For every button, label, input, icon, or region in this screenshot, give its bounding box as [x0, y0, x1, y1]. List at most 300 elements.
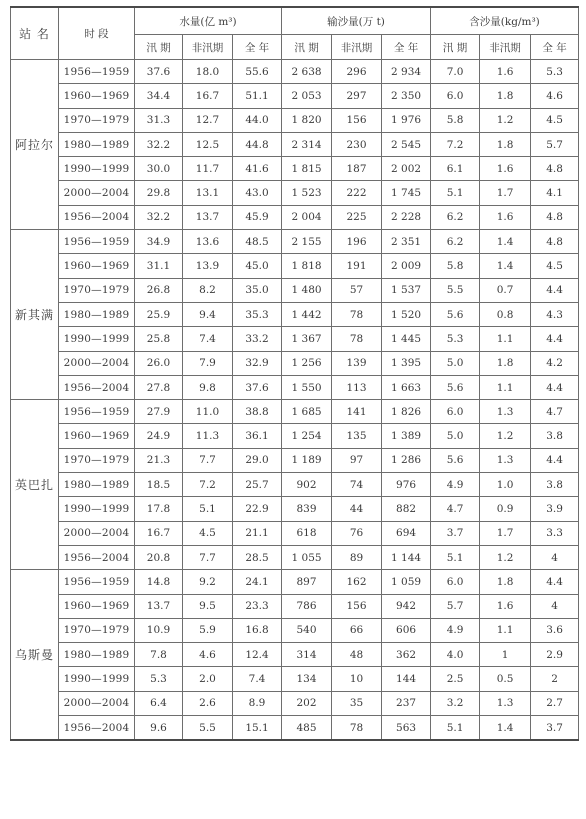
value-cell: 2 053 — [282, 84, 332, 108]
value-cell: 1 — [480, 643, 531, 667]
value-cell: 15.1 — [233, 716, 282, 741]
sediment-header: 输沙量(万 t) — [282, 7, 431, 35]
value-cell: 5.1 — [431, 181, 480, 205]
value-cell: 10.9 — [135, 618, 183, 642]
value-cell: 1.6 — [480, 60, 531, 84]
value-cell: 22.9 — [233, 497, 282, 521]
table-row — [11, 108, 579, 132]
period-cell: 1990—1999 — [59, 157, 135, 181]
value-cell: 230 — [332, 132, 382, 156]
period-cell: 1956—1959 — [59, 400, 135, 424]
value-cell: 18.5 — [135, 473, 183, 497]
table-row — [11, 157, 579, 181]
value-cell: 1.7 — [480, 181, 531, 205]
value-cell: 4.4 — [531, 570, 579, 594]
value-cell: 141 — [332, 400, 382, 424]
value-cell: 76 — [332, 521, 382, 545]
period-cell: 1956—2004 — [59, 205, 135, 229]
period-cell: 1956—1959 — [59, 230, 135, 254]
period-cell: 1956—2004 — [59, 375, 135, 399]
table-container — [10, 6, 578, 741]
value-cell: 2 934 — [382, 60, 431, 84]
value-cell: 113 — [332, 375, 382, 399]
value-cell: 135 — [332, 424, 382, 448]
value-cell: 5.7 — [431, 594, 480, 618]
value-cell: 0.8 — [480, 302, 531, 326]
value-cell: 5.1 — [431, 716, 480, 741]
value-cell: 44.0 — [233, 108, 282, 132]
value-cell: 20.8 — [135, 545, 183, 569]
table-row — [11, 424, 579, 448]
table-body — [11, 60, 579, 741]
value-cell: 222 — [332, 181, 382, 205]
period-cell: 2000—2004 — [59, 691, 135, 715]
value-cell: 1.8 — [480, 132, 531, 156]
value-cell: 10 — [332, 667, 382, 691]
value-cell: 4.5 — [183, 521, 233, 545]
value-cell: 34.4 — [135, 84, 183, 108]
value-cell: 162 — [332, 570, 382, 594]
value-cell: 13.7 — [135, 594, 183, 618]
value-cell: 44 — [332, 497, 382, 521]
value-cell: 5.5 — [431, 278, 480, 302]
value-cell: 2.7 — [531, 691, 579, 715]
value-cell: 29.0 — [233, 448, 282, 472]
value-cell: 17.8 — [135, 497, 183, 521]
value-cell: 6.4 — [135, 691, 183, 715]
value-cell: 5.3 — [135, 667, 183, 691]
value-cell: 74 — [332, 473, 382, 497]
value-cell: 5.0 — [431, 424, 480, 448]
table-row — [11, 375, 579, 399]
value-cell: 4.9 — [431, 618, 480, 642]
value-cell: 21.1 — [233, 521, 282, 545]
table-row — [11, 302, 579, 326]
value-cell: 1.4 — [480, 230, 531, 254]
period-cell: 1980—1989 — [59, 132, 135, 156]
value-cell: 44.8 — [233, 132, 282, 156]
table-row — [11, 473, 579, 497]
value-cell: 1.8 — [480, 570, 531, 594]
value-cell: 13.9 — [183, 254, 233, 278]
table-row — [11, 327, 579, 351]
table-row — [11, 254, 579, 278]
value-cell: 6.1 — [431, 157, 480, 181]
period-cell: 2000—2004 — [59, 521, 135, 545]
station-name: 英巴扎 — [11, 400, 59, 570]
value-cell: 1 550 — [282, 375, 332, 399]
value-cell: 1 389 — [382, 424, 431, 448]
value-cell: 24.1 — [233, 570, 282, 594]
value-cell: 11.3 — [183, 424, 233, 448]
period-cell: 1980—1989 — [59, 643, 135, 667]
value-cell: 3.6 — [531, 618, 579, 642]
period-cell: 1980—1989 — [59, 302, 135, 326]
value-cell: 2 004 — [282, 205, 332, 229]
value-cell: 97 — [332, 448, 382, 472]
value-cell: 35.0 — [233, 278, 282, 302]
value-cell: 7.2 — [431, 132, 480, 156]
value-cell: 7.7 — [183, 448, 233, 472]
value-cell: 902 — [282, 473, 332, 497]
subheader-cell: 全 年 — [531, 35, 579, 60]
value-cell: 897 — [282, 570, 332, 594]
table-row — [11, 278, 579, 302]
value-cell: 4.1 — [531, 181, 579, 205]
value-cell: 0.5 — [480, 667, 531, 691]
table-row — [11, 448, 579, 472]
value-cell: 30.0 — [135, 157, 183, 181]
value-cell: 4.4 — [531, 375, 579, 399]
table-row — [11, 84, 579, 108]
value-cell: 1 286 — [382, 448, 431, 472]
value-cell: 27.8 — [135, 375, 183, 399]
value-cell: 24.9 — [135, 424, 183, 448]
table-header — [11, 7, 579, 60]
value-cell: 1.2 — [480, 108, 531, 132]
value-cell: 1 976 — [382, 108, 431, 132]
value-cell: 89 — [332, 545, 382, 569]
period-cell: 1956—1959 — [59, 570, 135, 594]
period-cell: 1970—1979 — [59, 108, 135, 132]
value-cell: 1 480 — [282, 278, 332, 302]
table-row — [11, 60, 579, 84]
value-cell: 2 351 — [382, 230, 431, 254]
value-cell: 134 — [282, 667, 332, 691]
value-cell: 314 — [282, 643, 332, 667]
value-cell: 21.3 — [135, 448, 183, 472]
value-cell: 36.1 — [233, 424, 282, 448]
subheader-cell: 全 年 — [382, 35, 431, 60]
subheader-cell: 全 年 — [233, 35, 282, 60]
value-cell: 8.2 — [183, 278, 233, 302]
value-cell: 48.5 — [233, 230, 282, 254]
value-cell: 485 — [282, 716, 332, 741]
value-cell: 26.8 — [135, 278, 183, 302]
table-row — [11, 691, 579, 715]
value-cell: 7.9 — [183, 351, 233, 375]
value-cell: 32.2 — [135, 132, 183, 156]
value-cell: 38.8 — [233, 400, 282, 424]
value-cell: 1 663 — [382, 375, 431, 399]
value-cell: 7.0 — [431, 60, 480, 84]
value-cell: 5.0 — [431, 351, 480, 375]
value-cell: 0.9 — [480, 497, 531, 521]
subheader-cell: 非汛期 — [183, 35, 233, 60]
value-cell: 1.2 — [480, 545, 531, 569]
value-cell: 1 520 — [382, 302, 431, 326]
period-cell: 1960—1969 — [59, 594, 135, 618]
value-cell: 839 — [282, 497, 332, 521]
value-cell: 35.3 — [233, 302, 282, 326]
value-cell: 187 — [332, 157, 382, 181]
value-cell: 1 815 — [282, 157, 332, 181]
value-cell: 2.5 — [431, 667, 480, 691]
value-cell: 1.6 — [480, 594, 531, 618]
value-cell: 2.9 — [531, 643, 579, 667]
value-cell: 9.8 — [183, 375, 233, 399]
value-cell: 6.2 — [431, 230, 480, 254]
value-cell: 13.1 — [183, 181, 233, 205]
value-cell: 4.0 — [431, 643, 480, 667]
value-cell: 2 002 — [382, 157, 431, 181]
table-row — [11, 667, 579, 691]
value-cell: 31.1 — [135, 254, 183, 278]
value-cell: 78 — [332, 302, 382, 326]
value-cell: 1.2 — [480, 424, 531, 448]
value-cell: 4.9 — [431, 473, 480, 497]
period-cell: 1960—1969 — [59, 84, 135, 108]
value-cell: 45.9 — [233, 205, 282, 229]
value-cell: 5.8 — [431, 108, 480, 132]
value-cell: 202 — [282, 691, 332, 715]
period-cell: 1990—1999 — [59, 497, 135, 521]
table-row — [11, 618, 579, 642]
value-cell: 5.8 — [431, 254, 480, 278]
period-cell: 1970—1979 — [59, 448, 135, 472]
value-cell: 4.8 — [531, 230, 579, 254]
value-cell: 1 442 — [282, 302, 332, 326]
table-row — [11, 545, 579, 569]
value-cell: 18.0 — [183, 60, 233, 84]
period-cell: 1956—1959 — [59, 60, 135, 84]
value-cell: 5.6 — [431, 448, 480, 472]
value-cell: 1.1 — [480, 618, 531, 642]
period-cell: 2000—2004 — [59, 351, 135, 375]
value-cell: 3.8 — [531, 473, 579, 497]
value-cell: 225 — [332, 205, 382, 229]
value-cell: 35 — [332, 691, 382, 715]
value-cell: 3.7 — [431, 521, 480, 545]
value-cell: 4.6 — [531, 84, 579, 108]
value-cell: 1.1 — [480, 327, 531, 351]
value-cell: 1 395 — [382, 351, 431, 375]
value-cell: 5.6 — [431, 375, 480, 399]
value-cell: 1 523 — [282, 181, 332, 205]
period-cell: 1970—1979 — [59, 278, 135, 302]
period-cell: 1980—1989 — [59, 473, 135, 497]
value-cell: 191 — [332, 254, 382, 278]
period-header: 时 段 — [59, 7, 135, 60]
value-cell: 156 — [332, 108, 382, 132]
value-cell: 45.0 — [233, 254, 282, 278]
value-cell: 882 — [382, 497, 431, 521]
value-cell: 9.4 — [183, 302, 233, 326]
value-cell: 14.8 — [135, 570, 183, 594]
value-cell: 16.7 — [135, 521, 183, 545]
value-cell: 540 — [282, 618, 332, 642]
value-cell: 1.4 — [480, 254, 531, 278]
value-cell: 1 745 — [382, 181, 431, 205]
value-cell: 1.3 — [480, 691, 531, 715]
value-cell: 11.0 — [183, 400, 233, 424]
subheader-cell: 汛 期 — [135, 35, 183, 60]
value-cell: 9.6 — [135, 716, 183, 741]
value-cell: 66 — [332, 618, 382, 642]
value-cell: 32.2 — [135, 205, 183, 229]
value-cell: 13.6 — [183, 230, 233, 254]
value-cell: 5.1 — [183, 497, 233, 521]
value-cell: 3.2 — [431, 691, 480, 715]
value-cell: 5.5 — [183, 716, 233, 741]
value-cell: 4.7 — [431, 497, 480, 521]
value-cell: 618 — [282, 521, 332, 545]
subheader-cell: 非汛期 — [332, 35, 382, 60]
value-cell: 12.4 — [233, 643, 282, 667]
station-name: 乌斯曼 — [11, 570, 59, 741]
water-header: 水量(亿 m³) — [135, 7, 282, 35]
value-cell: 297 — [332, 84, 382, 108]
value-cell: 27.9 — [135, 400, 183, 424]
value-cell: 78 — [332, 716, 382, 741]
value-cell: 1.8 — [480, 351, 531, 375]
value-cell: 1.0 — [480, 473, 531, 497]
value-cell: 2 009 — [382, 254, 431, 278]
value-cell: 3.3 — [531, 521, 579, 545]
table-row — [11, 497, 579, 521]
value-cell: 31.3 — [135, 108, 183, 132]
value-cell: 43.0 — [233, 181, 282, 205]
value-cell: 2 — [531, 667, 579, 691]
table-row — [11, 521, 579, 545]
value-cell: 1 445 — [382, 327, 431, 351]
value-cell: 2.6 — [183, 691, 233, 715]
value-cell: 2 155 — [282, 230, 332, 254]
value-cell: 1.6 — [480, 157, 531, 181]
value-cell: 3.9 — [531, 497, 579, 521]
value-cell: 7.8 — [135, 643, 183, 667]
period-cell: 1960—1969 — [59, 424, 135, 448]
value-cell: 4.5 — [531, 108, 579, 132]
value-cell: 1.3 — [480, 448, 531, 472]
value-cell: 12.5 — [183, 132, 233, 156]
value-cell: 37.6 — [135, 60, 183, 84]
value-cell: 7.7 — [183, 545, 233, 569]
value-cell: 5.9 — [183, 618, 233, 642]
value-cell: 57 — [332, 278, 382, 302]
value-cell: 5.6 — [431, 302, 480, 326]
value-cell: 1.7 — [480, 521, 531, 545]
value-cell: 7.4 — [183, 327, 233, 351]
value-cell: 28.5 — [233, 545, 282, 569]
value-cell: 139 — [332, 351, 382, 375]
value-cell: 4.4 — [531, 448, 579, 472]
subheader-cell: 汛 期 — [282, 35, 332, 60]
value-cell: 6.0 — [431, 400, 480, 424]
station-name: 新其满 — [11, 230, 59, 400]
value-cell: 606 — [382, 618, 431, 642]
concentration-header: 含沙量(kg/m³) — [431, 7, 579, 35]
value-cell: 4 — [531, 545, 579, 569]
value-cell: 37.6 — [233, 375, 282, 399]
value-cell: 4.7 — [531, 400, 579, 424]
value-cell: 4.4 — [531, 327, 579, 351]
value-cell: 1 189 — [282, 448, 332, 472]
value-cell: 942 — [382, 594, 431, 618]
value-cell: 4.2 — [531, 351, 579, 375]
value-cell: 4.3 — [531, 302, 579, 326]
value-cell: 25.9 — [135, 302, 183, 326]
value-cell: 0.7 — [480, 278, 531, 302]
value-cell: 32.9 — [233, 351, 282, 375]
value-cell: 51.1 — [233, 84, 282, 108]
value-cell: 11.7 — [183, 157, 233, 181]
table-row — [11, 643, 579, 667]
value-cell: 2.0 — [183, 667, 233, 691]
value-cell: 4.8 — [531, 157, 579, 181]
value-cell: 362 — [382, 643, 431, 667]
value-cell: 2 638 — [282, 60, 332, 84]
value-cell: 786 — [282, 594, 332, 618]
value-cell: 12.7 — [183, 108, 233, 132]
value-cell: 9.5 — [183, 594, 233, 618]
value-cell: 237 — [382, 691, 431, 715]
period-cell: 1960—1969 — [59, 254, 135, 278]
value-cell: 3.8 — [531, 424, 579, 448]
value-cell: 16.8 — [233, 618, 282, 642]
value-cell: 34.9 — [135, 230, 183, 254]
value-cell: 13.7 — [183, 205, 233, 229]
table-row — [11, 181, 579, 205]
value-cell: 2 314 — [282, 132, 332, 156]
value-cell: 25.7 — [233, 473, 282, 497]
value-cell: 7.2 — [183, 473, 233, 497]
value-cell: 296 — [332, 60, 382, 84]
value-cell: 1 059 — [382, 570, 431, 594]
period-cell: 1956—2004 — [59, 545, 135, 569]
value-cell: 1.1 — [480, 375, 531, 399]
value-cell: 4.6 — [183, 643, 233, 667]
value-cell: 1 256 — [282, 351, 332, 375]
period-cell: 2000—2004 — [59, 181, 135, 205]
value-cell: 55.6 — [233, 60, 282, 84]
value-cell: 5.7 — [531, 132, 579, 156]
value-cell: 2 228 — [382, 205, 431, 229]
period-cell: 1990—1999 — [59, 327, 135, 351]
value-cell: 78 — [332, 327, 382, 351]
value-cell: 4.5 — [531, 254, 579, 278]
value-cell: 563 — [382, 716, 431, 741]
value-cell: 48 — [332, 643, 382, 667]
value-cell: 5.3 — [431, 327, 480, 351]
value-cell: 1.4 — [480, 716, 531, 741]
value-cell: 156 — [332, 594, 382, 618]
value-cell: 1.6 — [480, 205, 531, 229]
value-cell: 6.0 — [431, 570, 480, 594]
subheader-cell: 汛 期 — [431, 35, 480, 60]
table-row — [11, 205, 579, 229]
value-cell: 9.2 — [183, 570, 233, 594]
value-cell: 6.2 — [431, 205, 480, 229]
value-cell: 16.7 — [183, 84, 233, 108]
value-cell: 1.3 — [480, 400, 531, 424]
value-cell: 1 055 — [282, 545, 332, 569]
value-cell: 33.2 — [233, 327, 282, 351]
value-cell: 1 826 — [382, 400, 431, 424]
value-cell: 4 — [531, 594, 579, 618]
value-cell: 1 818 — [282, 254, 332, 278]
value-cell: 5.1 — [431, 545, 480, 569]
value-cell: 4.4 — [531, 278, 579, 302]
value-cell: 1 537 — [382, 278, 431, 302]
value-cell: 2 545 — [382, 132, 431, 156]
table-row — [11, 594, 579, 618]
value-cell: 8.9 — [233, 691, 282, 715]
value-cell: 1 685 — [282, 400, 332, 424]
value-cell: 1 144 — [382, 545, 431, 569]
value-cell: 2 350 — [382, 84, 431, 108]
table-row — [11, 132, 579, 156]
